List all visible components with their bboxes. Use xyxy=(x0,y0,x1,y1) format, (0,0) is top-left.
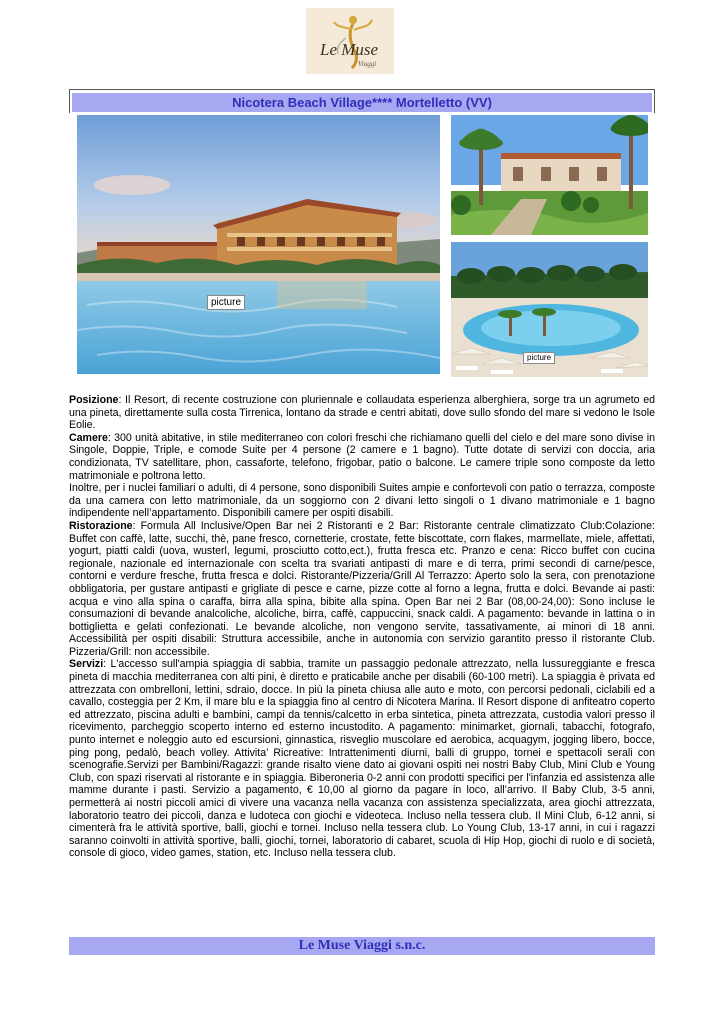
photo-placeholder-tag: picture xyxy=(523,352,555,364)
section-servizi xyxy=(69,658,655,860)
logo-sub-text: Viaggi xyxy=(358,60,377,68)
description-body xyxy=(69,394,655,860)
section-label: Camere xyxy=(69,431,108,444)
photo-garden-palms xyxy=(451,115,648,235)
photo-placeholder-tag: picture xyxy=(207,295,245,310)
section-text: : Formula All Inclusive/Open Bar nei 2 Ristoranti e 2 Bar: Ristorante centrale climatizzato Club:Colazione: Buffet con caffè, latte, succhi, thè, pane fresco, cornetterie, crostate, fette biscottate, corn flakes, marmellate, miele, affettati, yogurt, piatti caldi (uova, wusterl, legumi, prosciutto cotto,ect.), frutta fresca etc. Pranzo e cena: Ricco buffet con cucina regionale, nazionale ed internazionale con scelta tra svariati antipasti di mare e di terra, primi secondi di carne/pesce, contorni e verdure fresche, frutta fresca e dolci. Ristorante/Pizzeria/Grill Al Terrazzo: Aperto solo la sera, con prenotazione obbligatoria, per gustare antipasti e grigliate di pesce e carne, pizze cotte al forno a legna, frutta e dolci. Bevande ai pasti: acqua e vino alla spina o caraffa, birra alla spina, bibite alla spina. Open Bar nei 2 Bar (08,00-24,00): Sono incluse le consumazioni di bevande analcoliche, alcoliche, birra, caffè, cappuccini, snack caldi. A pagamento: bevande in lattina o in bottiglietta e gelati confezionati. Le bevande alcoliche, non vengono servite, tassativamente, ai minori di 18 anni. Accessibilità per ospiti disabili: Struttura accessibile, anche in autonomia con servizio garantito presso il ristorante Club. Pizzeria/Grill: non accessibile. xyxy=(69,519,655,658)
section-text: : L'accesso sull'ampia spiaggia di sabbia, tramite un passaggio pedonale attrezzato, nella lussureggiante e fresca pineta di macchia mediterranea con alti pini, è diretto e praticabile anche per disabili (60-100 metri). La spiaggia è privata ed attrezzata con ombrelloni, lettini, sdraio, docce. In più la pineta chiusa alle auto e moto, con percorsi pedonali, ciclabili ed a cavallo, costeggia per 2 Km, il mare blu e la spiaggia fino al centro di Nicotera Marina. Il Resort dispone di anfiteatro coperto ed attrezzato, piscina adulti e bambini, campi da tennis/calcetto in erba sintetica, pineta attrezzata, custodia valori presso il ricevimento, parcheggio scoperto interno ed esterno incustodito. A pagamento: minimarket, giornali, tabacchi, fotografo, punto internet e noleggio auto ed escursioni, ginnastica, risveglio muscolare ed aerobica, acquagym, jogging libero, bocce, ping pong, pedalò, beach volley. Attivita’ Ricreative: Intrattenimenti diurni, balli di gruppo, tornei e spettacoli serali con scenografie.Servizi per Bambini/Ragazzi: grande risalto viene dato ai giovani ospiti nei nostri Baby Club, Mini Club e Young Club, con spazi riservati al ristorante e in spiaggia. Biberoneria 0-2 anni con prodotti specifici per l'infanzia ed assistenza alle mamme durante i pasti. Servizio a pagamento, € 10,00 al giorno da pagare in loco, all’arrivo. Il Baby Club, 3-5 anni, permetterà ai nostri piccoli amici di vivere una vacanza nella vacanza con assistenza specializzata, area giochi attrezzata, laboratorio teatro dei piccoli, danza e ludoteca con giochi e videoteca. Incluso nella tessera club. Il Mini Club, 6-12 anni, si cimenterà fra le attività sportive, balli, giochi e tornei. Incluso nella tessera club. Lo Young Club, 13-17 anni, in cui i ragazzi saranno coinvolti in attività sportive, balli, giochi, tornei, laboratorio di cabaret, scuola di Hip Hop, giochi di ruolo e di società, console di gioco, video games, station, etc. Incluso nella tessera club. xyxy=(69,658,655,860)
page-title: Nicotera Beach Village**** Mortelletto (VV) xyxy=(232,95,492,110)
section-label: Posizione xyxy=(69,394,119,406)
section-label: Ristorazione xyxy=(69,519,133,532)
section-label: Servizi xyxy=(69,658,104,671)
section-ristorazione xyxy=(69,520,655,659)
logo-script-text: Le Muse xyxy=(320,40,379,59)
section-text: Inoltre, per i nuclei familiari o adulti, di 4 persone, sono disponibili Suites ampie e confortevoli con patio o terrazza, composte da una camera con letto matrimoniale, da un soggiorno con 2 divani letto singoli o 1 divano matrimoniale e 1 bagno indipendente nell’appartamento. Disponibili camere per ospiti disabili. xyxy=(69,482,655,520)
section-posizione xyxy=(69,394,655,432)
section-text: : Il Resort, di recente costruzione con pluriennale e collaudata esperienza alberghiera, sorge tra un agrumeto ed una pineta, direttamente sulla costa Tirrenica, lontano da strade e centri abitati, dove sullo sfondo del mare si vedono le Isole Eolie. xyxy=(69,394,655,432)
company-logo xyxy=(306,8,394,74)
photo-pool-umbrellas xyxy=(451,242,648,377)
main-photo-hotel-pool xyxy=(77,115,440,374)
footer-company-name: Le Muse Viaggi s.n.c. xyxy=(298,938,426,953)
section-text: : 300 unità abitative, in stile mediterraneo con colori freschi che richiamano quelli del cielo e del mare sono divise in Singole, Doppie, Triple, e comode Suite per 4 persone (2 camere e 1 bagno). Tutte dotate di servizi con doccia, aria condizionata, TV satellitare, phon, cassaforte, telefono, frigobar, patio o balcone. Le camere triple sono composte da letto matrimoniale e poltrona letto. xyxy=(69,431,655,482)
section-camere xyxy=(69,432,655,482)
section-suites xyxy=(69,482,655,520)
